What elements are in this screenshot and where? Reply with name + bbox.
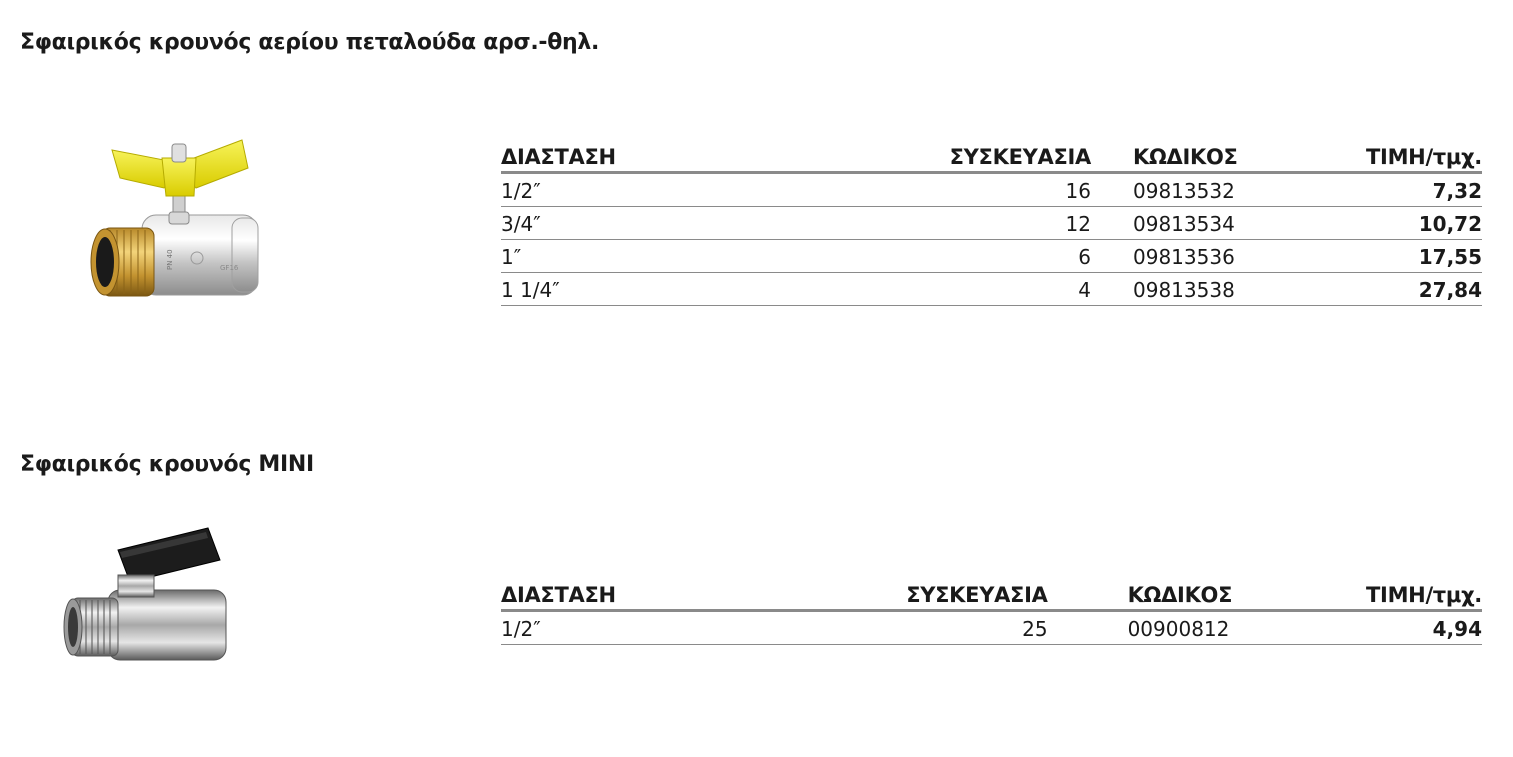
cell-packaging: 16 [861, 173, 1091, 207]
cell-packaging: 6 [861, 240, 1091, 273]
table-header-row [501, 142, 1482, 173]
cell-packaging: 25 [858, 611, 1047, 645]
cell-code: 09813538 [1091, 273, 1333, 306]
header-packaging: ΣΥΣΚΕΥΑΣΙΑ [861, 142, 1091, 173]
table-row [501, 273, 1482, 306]
header-code: ΚΩΔΙΚΟΣ [1091, 142, 1333, 173]
table-row [501, 240, 1482, 273]
cell-code: 09813532 [1091, 173, 1333, 207]
cell-price: 7,32 [1333, 173, 1482, 207]
cell-price: 17,55 [1333, 240, 1482, 273]
header-dimension: ΔΙΑΣΤΑΣΗ [501, 580, 858, 611]
header-price: ΤΙΜΗ/τμχ. [1333, 142, 1482, 173]
cell-dimension: 1 1/4″ [501, 273, 861, 306]
svg-text:PN 40: PN 40 [166, 249, 174, 270]
table-row [501, 611, 1482, 645]
cell-price: 4,94 [1366, 611, 1482, 645]
cell-code: 00900812 [1048, 611, 1366, 645]
section-title-gas-valve: Σφαιρικός κρουνός αερίου πεταλούδα αρσ.-θηλ. [20, 30, 600, 55]
gas-butterfly-ball-valve-icon [72, 130, 272, 315]
table-row [501, 207, 1482, 240]
price-table-gas-valve [501, 142, 1482, 306]
cell-dimension: 1″ [501, 240, 861, 273]
cell-dimension: 3/4″ [501, 207, 861, 240]
cell-packaging: 12 [861, 207, 1091, 240]
cell-code: 09813536 [1091, 240, 1333, 273]
header-price: ΤΙΜΗ/τμχ. [1366, 580, 1482, 611]
table-header-row [501, 580, 1482, 611]
header-dimension: ΔΙΑΣΤΑΣΗ [501, 142, 861, 173]
cell-code: 09813534 [1091, 207, 1333, 240]
price-table-mini-valve [501, 580, 1482, 645]
cell-dimension: 1/2″ [501, 611, 858, 645]
mini-ball-valve-icon [58, 520, 248, 685]
cell-price: 10,72 [1333, 207, 1482, 240]
header-packaging: ΣΥΣΚΕΥΑΣΙΑ [858, 580, 1047, 611]
table-row [501, 173, 1482, 207]
section-title-mini-valve: Σφαιρικός κρουνός MINI [20, 452, 314, 477]
cell-dimension: 1/2″ [501, 173, 861, 207]
cell-price: 27,84 [1333, 273, 1482, 306]
svg-text:GF16: GF16 [220, 264, 239, 272]
header-code: ΚΩΔΙΚΟΣ [1048, 580, 1366, 611]
cell-packaging: 4 [861, 273, 1091, 306]
